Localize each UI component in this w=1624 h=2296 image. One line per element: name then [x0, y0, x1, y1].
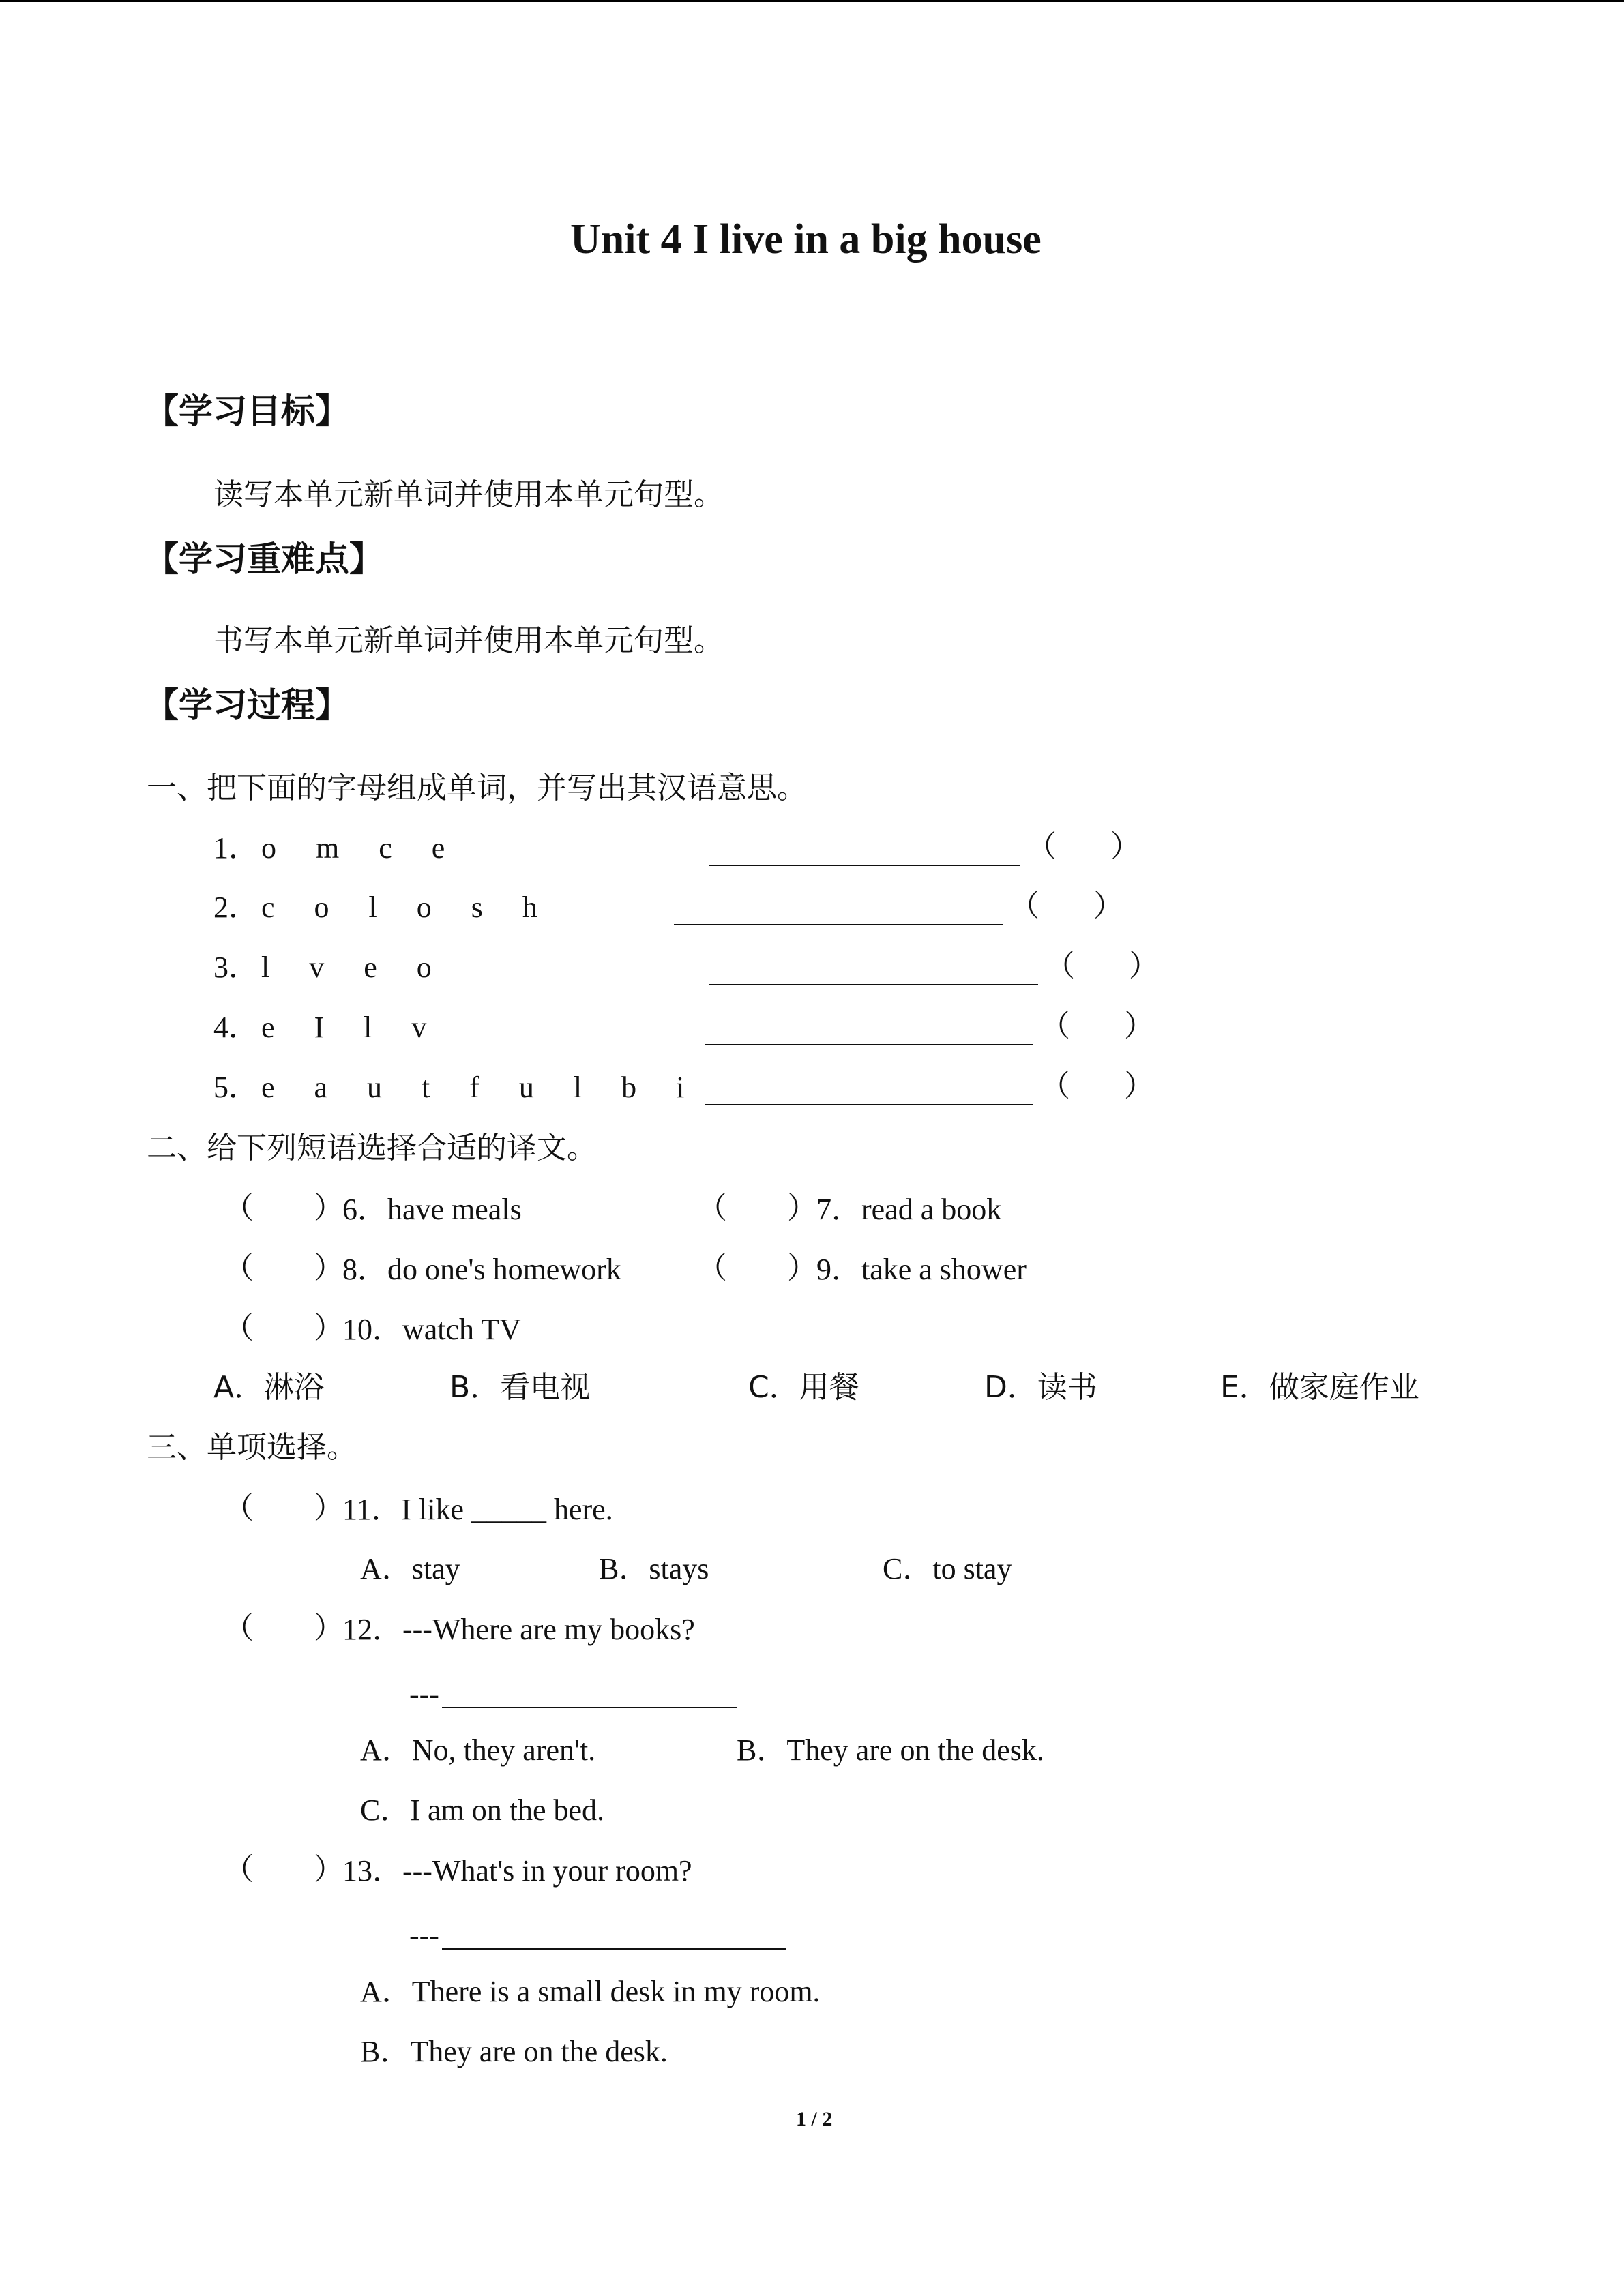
part2-item-7-text: 7．read a book	[816, 1193, 1002, 1226]
q12-option-a: A．No, they aren't.	[360, 1733, 596, 1767]
q11-option-b: B．stays	[599, 1552, 709, 1585]
part2-item-7-paren[interactable]: （ ）	[697, 1191, 817, 1225]
part1-item-3-letters: l v e o	[261, 951, 432, 984]
key-points-heading: 【学习重难点】	[145, 539, 383, 579]
part1-item-3-paren-open: （	[1045, 949, 1075, 983]
part2-option-c: C．用餐	[748, 1370, 859, 1405]
part2-item-6-text: 6．have meals	[342, 1193, 522, 1226]
q12-text: 12．---Where are my books?	[342, 1613, 695, 1646]
page-number: 1 / 2	[796, 2108, 833, 2130]
part2-item-8-text: 8．do one's homework	[342, 1253, 621, 1286]
part2-item-10-paren[interactable]: （ ）	[224, 1311, 344, 1345]
part1-item-4-paren-open: （	[1040, 1009, 1070, 1043]
top-border	[0, 0, 1624, 2]
part2-item-9-paren[interactable]: （ ）	[697, 1251, 817, 1285]
part1-item-1-letters: o m c e	[261, 831, 445, 865]
part2-option-d: D．读书	[984, 1370, 1097, 1405]
q13-answer-prefix: ---	[409, 1919, 439, 1952]
part1-item-5-number: 5．	[213, 1071, 259, 1104]
q12-option-c: C．I am on the bed.	[360, 1793, 605, 1827]
q11-option-c: C．to stay	[883, 1552, 1012, 1585]
part1-item-4-letters: e I l v	[261, 1011, 427, 1044]
q12-answer-prefix: ---	[409, 1678, 439, 1711]
part1-item-1-paren-open: （	[1027, 830, 1057, 863]
part1-item-2-answer-line[interactable]	[674, 924, 1003, 925]
part1-item-2-paren-open: （	[1009, 889, 1039, 923]
objectives-text: 读写本单元新单词并使用本单元句型。	[213, 477, 724, 512]
q11-paren[interactable]: （ ）	[224, 1491, 344, 1525]
part2-item-6-paren[interactable]: （ ）	[224, 1191, 344, 1225]
q13-paren[interactable]: （ ）	[224, 1853, 344, 1886]
q12-answer-line[interactable]	[442, 1707, 737, 1708]
part2-item-10-text: 10．watch TV	[342, 1313, 521, 1346]
worksheet-title: Unit 4 I live in a big house	[570, 216, 1042, 263]
part1-item-5-letters: e a u t f u l b i	[261, 1071, 685, 1104]
part1-item-4-paren-close: ）	[1124, 1009, 1154, 1043]
part1-item-2-number: 2．	[213, 891, 259, 924]
q13-text: 13．---What's in your room?	[342, 1854, 692, 1888]
part1-item-5-paren-close: ）	[1124, 1069, 1154, 1103]
q12-paren[interactable]: （ ）	[224, 1611, 344, 1645]
part1-item-1-paren-close: ）	[1110, 830, 1140, 863]
part1-instruction: 一、把下面的字母组成单词，并写出其汉语意思。	[147, 771, 807, 805]
objectives-heading: 【学习目标】	[145, 391, 349, 431]
q13-option-b: B．They are on the desk.	[360, 2035, 668, 2068]
part1-item-5-paren-open: （	[1040, 1069, 1070, 1103]
q11-option-a: A．stay	[360, 1552, 460, 1585]
part2-item-9-text: 9．take a shower	[816, 1253, 1027, 1286]
part3-instruction: 三、单项选择。	[147, 1430, 357, 1465]
part2-item-8-paren[interactable]: （ ）	[224, 1251, 344, 1285]
part1-item-3-number: 3．	[213, 951, 259, 984]
part1-item-5-answer-line[interactable]	[705, 1104, 1033, 1105]
q12-option-b: B．They are on the desk.	[737, 1733, 1044, 1767]
part2-option-b: B．看电视	[449, 1370, 591, 1405]
process-heading: 【学习过程】	[145, 685, 349, 725]
part1-item-4-number: 4．	[213, 1011, 259, 1044]
part1-item-2-paren-close: ）	[1093, 889, 1123, 923]
part1-item-1-answer-line[interactable]	[709, 865, 1020, 866]
q11-text: 11．I like _____ here.	[342, 1493, 613, 1526]
part1-item-4-answer-line[interactable]	[705, 1044, 1033, 1045]
part2-instruction: 二、给下列短语选择合适的译文。	[147, 1131, 597, 1165]
q13-answer-line[interactable]	[442, 1948, 786, 1950]
part1-item-3-paren-close: ）	[1129, 949, 1159, 983]
key-points-text: 书写本单元新单词并使用本单元句型。	[213, 623, 724, 658]
part2-option-e: E．做家庭作业	[1220, 1370, 1419, 1405]
part1-item-1-number: 1．	[213, 831, 259, 865]
part1-item-3-answer-line[interactable]	[709, 984, 1038, 985]
part2-option-a: A．淋浴	[213, 1370, 325, 1405]
q13-option-a: A．There is a small desk in my room.	[360, 1975, 821, 2008]
part1-item-2-letters: c o l o s h	[261, 891, 537, 924]
